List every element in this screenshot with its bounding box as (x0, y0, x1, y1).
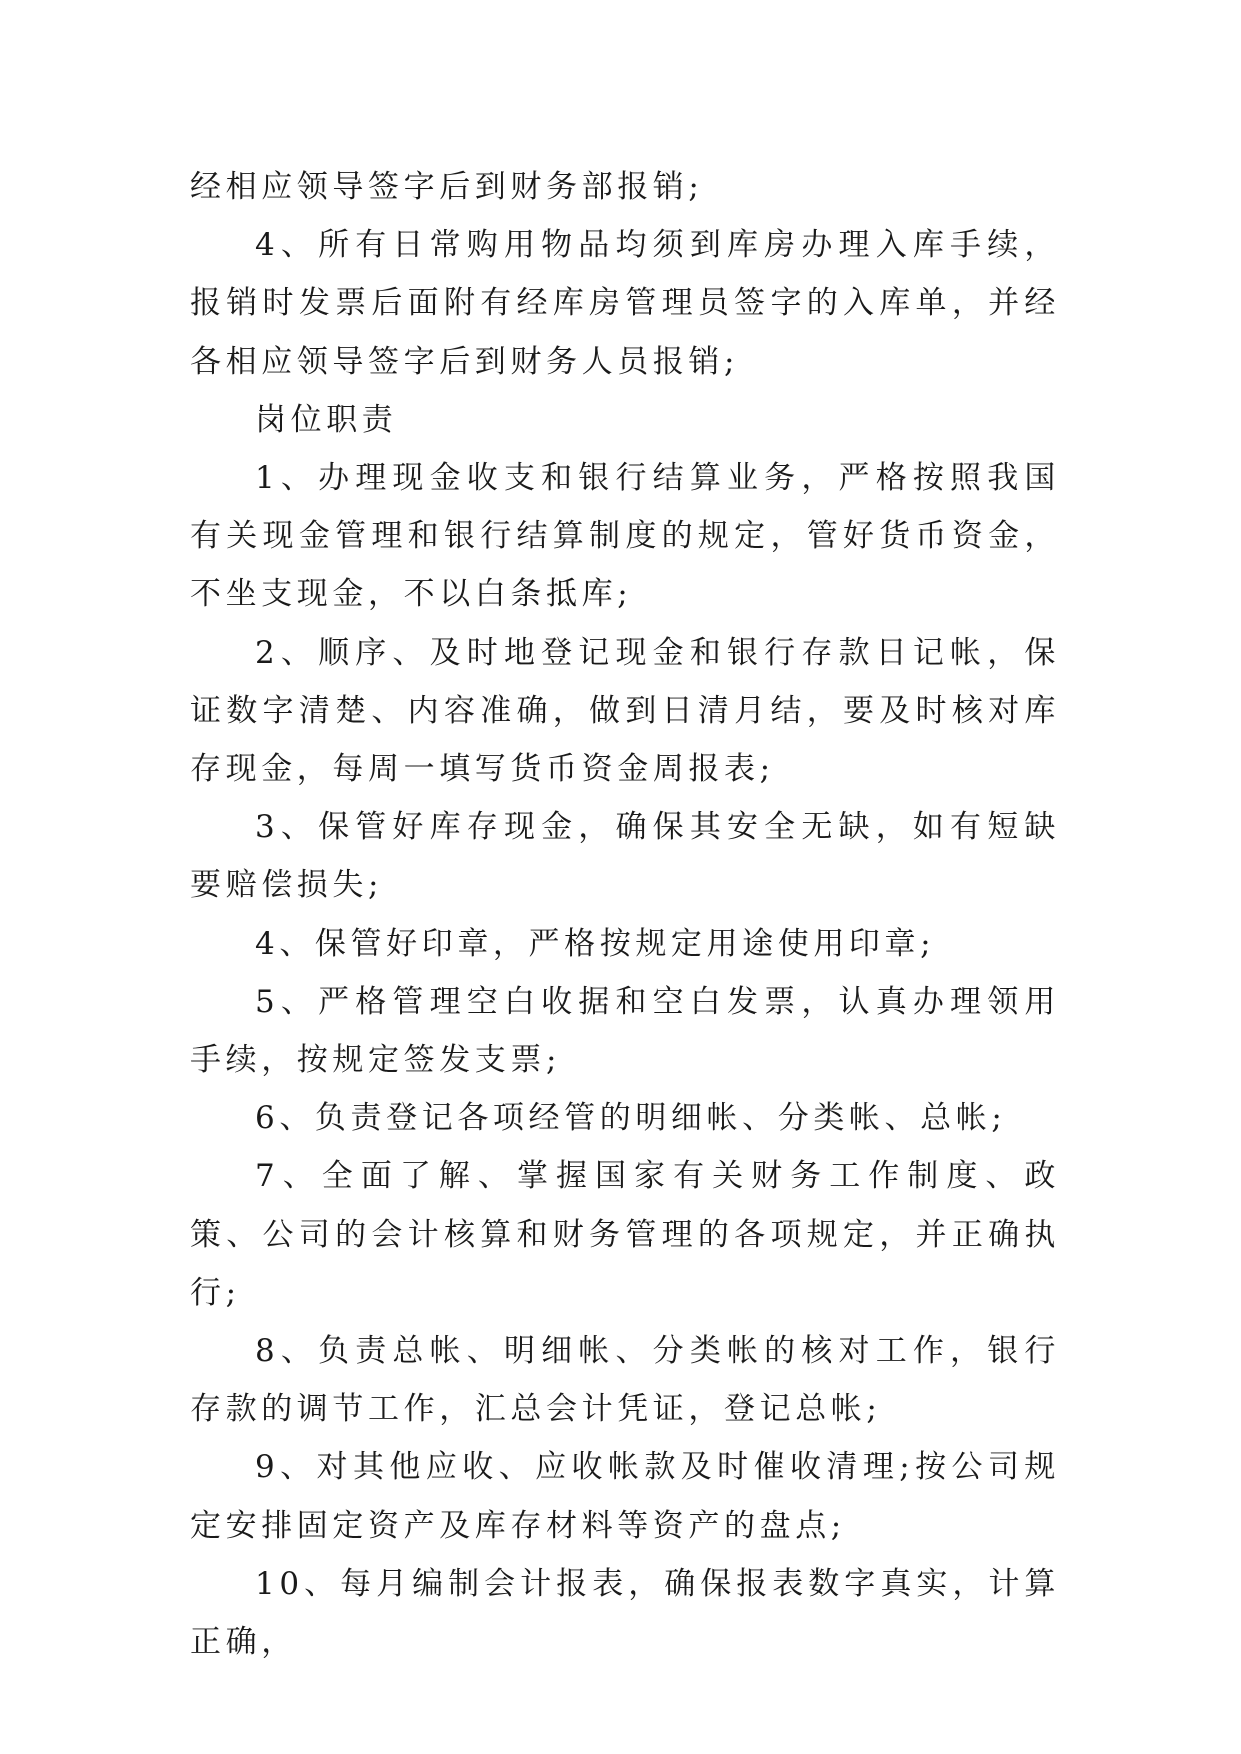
paragraph: 5、严格管理空白收据和空白发票，认真办理领用手续，按规定签发支票; (190, 983, 1060, 1079)
paragraph: 3、保管好库存现金，确保其安全无缺，如有短缺要赔偿损失; (190, 809, 1060, 904)
paragraph: 7、全面了解、掌握国家有关财务工作制度、政策、公司的会计核算和财务管理的各项规定，并正确执行; (190, 1158, 1060, 1311)
paragraph: 1、办理现金收支和银行结算业务，严格按照我国有关现金管理和银行结算制度的规定，管好货币资金，不坐支现金，不以白条抵库; (190, 460, 1060, 613)
section-heading: 岗位职责 (255, 401, 398, 438)
paragraph: 4、保管好印章，严格按规定用途使用印章; (255, 925, 936, 962)
paragraph: 4、所有日常购用物品均须到库房办理入库手续，报销时发票后面附有经库房管理员签字的入库单，并经各相应领导签字后到财务人员报销; (190, 227, 1060, 380)
paragraph: 经相应领导签字后到财务部报销; (190, 169, 704, 205)
paragraph: 6、负责登记各项经管的明细帐、分类帐、总帐; (255, 1100, 1007, 1137)
paragraph: 9、对其他应收、应收帐款及时催收清理;按公司规定安排固定资产及库存材料等资产的盘点; (190, 1449, 1060, 1544)
paragraph: 2、顺序、及时地登记现金和银行存款日记帐，保证数字清楚、内容准确，做到日清月结，要及时核对库存现金，每周一填写货币资金周报表; (190, 634, 1060, 788)
paragraph: 10、每月编制会计报表，确保报表数字真实，计算正确， (190, 1565, 1060, 1661)
document-body (190, 158, 1060, 1671)
paragraph: 8、负责总帐、明细帐、分类帐的核对工作，银行存款的调节工作，汇总会计凭证，登记总帐; (190, 1333, 1060, 1428)
